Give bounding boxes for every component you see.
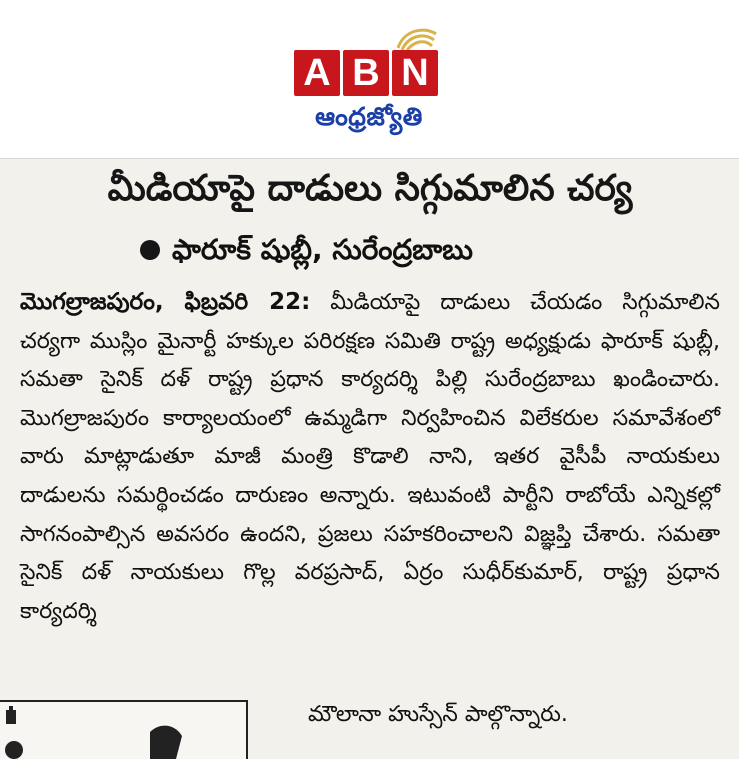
- bullet-icon: [140, 240, 160, 260]
- article-body: [20, 283, 720, 631]
- article-body-text: మీడియాపై దాడులు చేయడం సిగ్గుమాలిన చర్యగా ముస్లిం మైనార్టీ హక్కుల పరిరక్షణ సమితి రాష్ట్ర అధ్యక్షుడు ఫారూక్ షుబ్లీ, సమతా సైనిక్ దళ్ రాష్ట్ర ప్రధాన కార్యదర్శి పిల్లి సురేంద్రబాబు ఖండించారు. మొగల్రాజపురం కార్యాలయంలో ఉమ్మడిగా నిర్వహించిన విలేకరుల సమావేశంలో వారు మాట్లాడుతూ మాజీ మంత్రి కొడాలి నాని, ఇతర వైసీపీ నాయకులు దాడులను సమర్థించడం దారుణం అన్నారు. ఇటువంటి పార్టీని రాబోయే ఎన్నికల్లో సాగనంపాల్సిన అవసరం ఉందని, ప్రజలు సహకరించాలని విజ్ఞప్తి చేశారు. సమతా సైనిక్ దళ్ నాయకులు గొల్ల వరప్రసాద్, ఏర్రం సుధీర్‌కుమార్, రాష్ట్ర ప్రధాన కార్యదర్శి: [20, 290, 720, 624]
- article-byline: [140, 228, 610, 272]
- byline-text: ఫారూక్ షుబ్లీ, సురేంద్రబాబు: [172, 233, 473, 266]
- abn-andhrajyothy-logo: [294, 24, 444, 142]
- article-closing-line: మౌలానా హుస్సేన్ పాల్గొన్నారు.: [308, 702, 568, 727]
- article-headline: మీడియాపై దాడులు సిగ్గుమాలిన చర్య: [107, 168, 633, 209]
- logo-letter-b: B: [343, 50, 389, 96]
- logo-letter-a: A: [294, 50, 340, 96]
- logo-letter-n: N: [392, 50, 438, 96]
- masthead: [0, 0, 739, 158]
- photo-fragment-icon: [0, 702, 246, 759]
- article-dateline: మొగల్రాజపురం, ఫిబ్రవరి 22:: [20, 289, 311, 315]
- logo-letters: [294, 50, 438, 96]
- logo-subtitle: ఆంధ్రజ్యోతి: [315, 102, 423, 131]
- adjacent-clipping-photo: [0, 700, 248, 759]
